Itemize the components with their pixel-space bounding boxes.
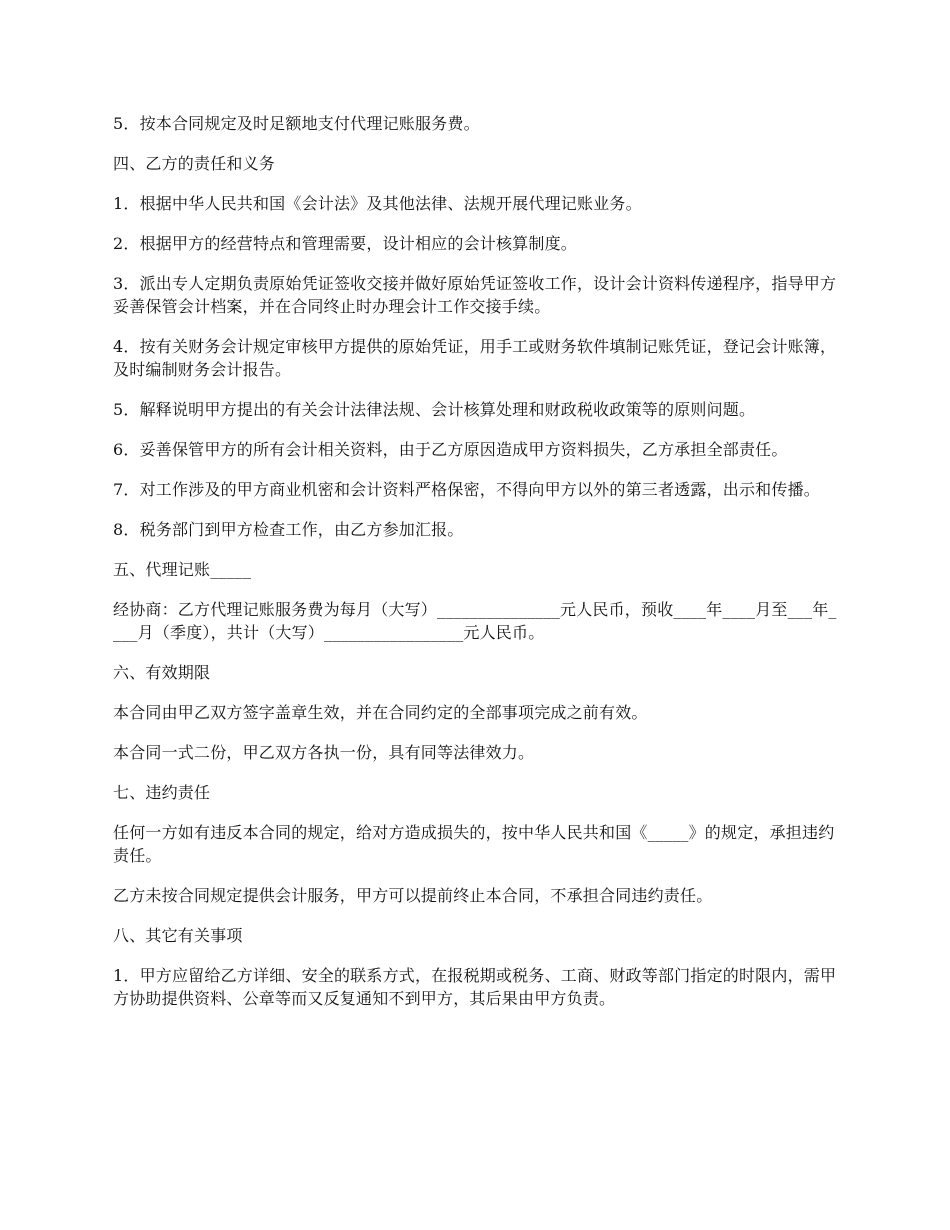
clause-payment-obligation: 5．按本合同规定及时足额地支付代理记账服务费。 xyxy=(113,114,480,133)
clause-accounting-law: 1．根据中华人民共和国《会计法》及其他法律、法规开展代理记账业务。 xyxy=(113,194,642,213)
clause-fee-negotiation: 经协商：乙方代理记账服务费为每月（大写）_______________元人民币，预收____年____月至___年____月（季度），共计（大写）_________________元人民币。 xyxy=(113,600,837,642)
clause-copies: 本合同一式二份，甲乙双方各执一份，具有同等法律效力。 xyxy=(113,743,535,762)
document-body xyxy=(113,112,843,1027)
section-heading-service-fee: 五、代理记账_____ xyxy=(113,560,252,579)
section-heading-breach: 七、违约责任 xyxy=(113,783,211,802)
clause-record-custody: 6．妥善保管甲方的所有会计相关资料，由于乙方原因造成甲方资料损失，乙方承担全部责任。 xyxy=(113,440,788,459)
clause-voucher-handover: 3．派出专人定期负责原始凭证签收交接并做好原始凭证签收工作，设计会计资料传递程序，指导甲方妥善保管会计档案，并在合同终止时办理会计工作交接手续。 xyxy=(113,274,837,316)
clause-contact-information: 1．甲方应留给乙方详细、安全的联系方式，在报税期或税务、工商、财政等部门指定的时限内，需甲方协助提供资料、公章等而又反复通知不到甲方，其后果由甲方负责。 xyxy=(113,966,837,1008)
clause-tax-inspection: 8．税务部门到甲方检查工作，由乙方参加汇报。 xyxy=(113,520,464,539)
section-heading-validity: 六、有效期限 xyxy=(113,663,211,682)
clause-early-termination: 乙方未按合同规定提供会计服务，甲方可以提前终止本合同，不承担合同违约责任。 xyxy=(113,886,713,905)
section-heading-party-b-duties: 四、乙方的责任和义务 xyxy=(113,154,276,173)
clause-confidentiality: 7．对工作涉及的甲方商业机密和会计资料严格保密，不得向甲方以外的第三者透露，出示和传播。 xyxy=(113,480,820,499)
clause-voucher-review: 4．按有关财务会计规定审核甲方提供的原始凭证，用手工或财务软件填制记账凭证，登记会计账簿，及时编制财务会计报告。 xyxy=(113,337,837,379)
clause-accounting-system: 2．根据甲方的经营特点和管理需要，设计相应的会计核算制度。 xyxy=(113,234,577,253)
clause-policy-explanation: 5．解释说明甲方提出的有关会计法律法规、会计核算处理和财政税收政策等的原则问题。 xyxy=(113,400,756,419)
clause-breach-liability: 任何一方如有违反本合同的规定，给对方造成损失的，按中华人民共和国《_____》的规定，承担违约责任。 xyxy=(113,823,835,865)
section-heading-other-matters: 八、其它有关事项 xyxy=(113,926,243,945)
clause-effective-date: 本合同由甲乙双方签字盖章生效，并在合同约定的全部事项完成之前有效。 xyxy=(113,703,648,722)
